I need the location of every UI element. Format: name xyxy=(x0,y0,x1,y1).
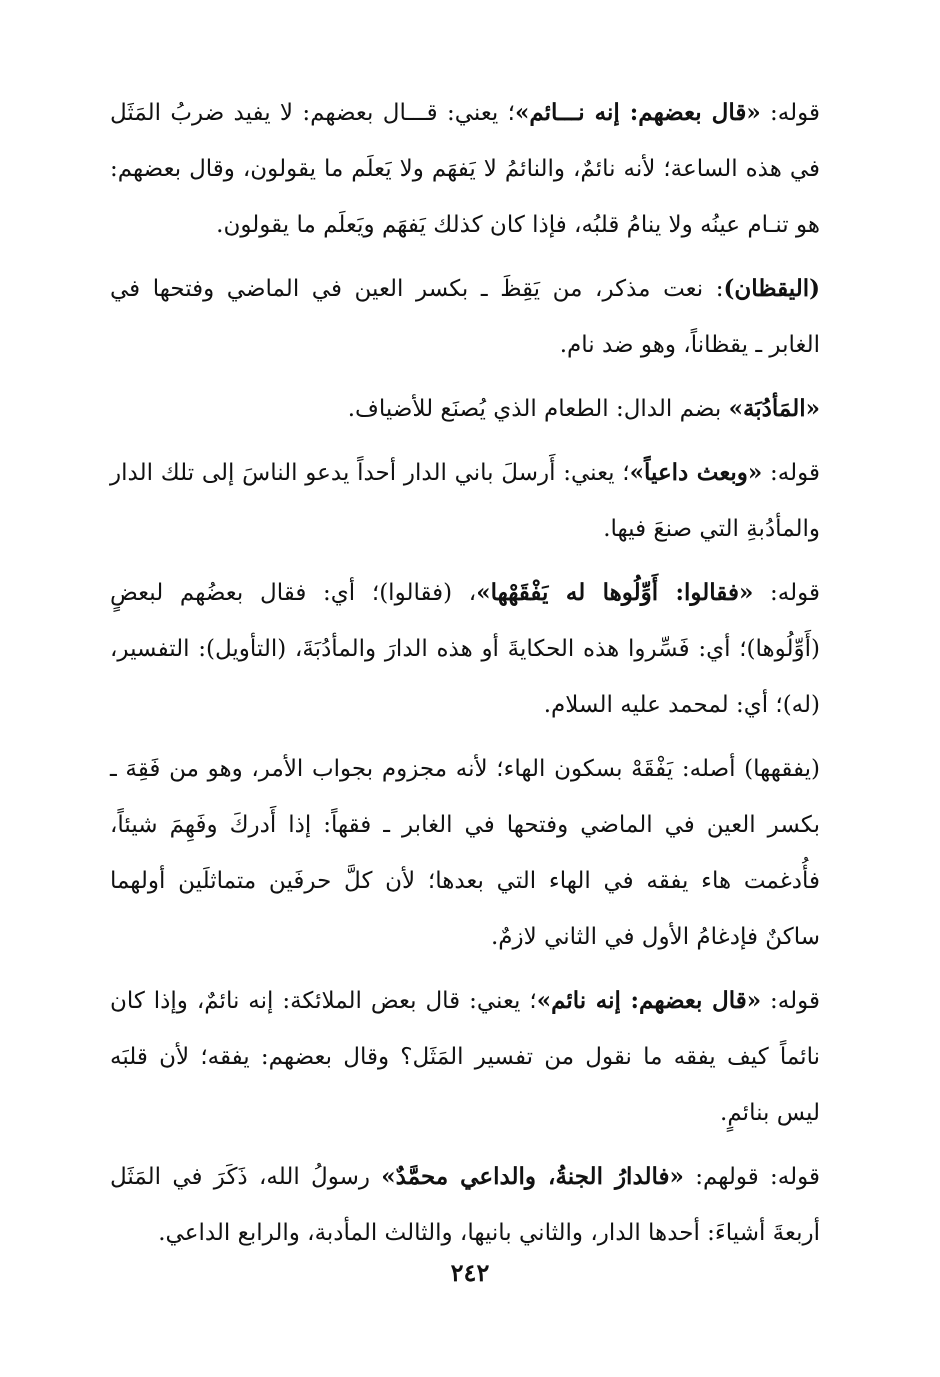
paragraph xyxy=(110,1149,820,1261)
quoted-term: «المَأدُبَة» xyxy=(728,395,820,422)
paragraph xyxy=(110,445,820,557)
paragraph-text: بضم الدال: الطعام الذي يُصنَع للأضياف. xyxy=(347,396,729,422)
paragraph-text: قوله: xyxy=(753,580,820,606)
paragraph-text: ، (فقالوا)؛ أي: فقال بعضُهم لبعضٍ (أَوِّلُوها)؛ أي: فَسِّروا هذه الحكايةَ أو هذه الدارَ والمأدُبَةَ، (التأويل): التفسير، (له)؛ أي: لمحمد عليه السلام. xyxy=(110,580,820,718)
paragraph xyxy=(110,381,820,437)
paragraph-text: : نعت مذكر، من يَقِظَ ـ بكسر العين في الماضي وفتحها في الغابر ـ يقظاناً، وهو ضد نام. xyxy=(110,276,820,358)
paragraph-text: قوله: xyxy=(761,988,820,1014)
paragraph xyxy=(110,85,820,253)
paragraph-text: ؛ يعني: قـــال بعضهم: لا يفيد ضربُ المَثَل في هذه الساعة؛ لأنه نائمٌ، والنائمُ لا يَفهَم ولا يَعلَم ما يقولون، وقال بعضهم: هو تنـام عينُه ولا ينامُ قلبُه، فإذا كان كذلك يَفهَم ويَعلَم ما يقولون. xyxy=(110,100,820,238)
quoted-term: «قال بعضهم: إنه نائم» xyxy=(536,987,762,1014)
paragraph xyxy=(110,261,820,373)
quoted-term: «فالدارُ الجنةُ، والداعي محمَّدٌ» xyxy=(381,1163,684,1190)
paragraph-text: ؛ يعني: أَرسلَ باني الدار أحداً يدعو الناسَ إلى تلك الدار والمأدُبةِ التي صنعَ فيها. xyxy=(110,460,820,542)
paragraph-text: (يفقهها) أصله: يَفْقَهْ بسكون الهاء؛ لأنه مجزوم بجواب الأمر، وهو من فَقِهَ ـ بكسر العين في الماضي وفتحها في الغابر ـ فقهاً: إذا أَدركَ وفَهِمَ شيئاً، فأُدغمت هاء يفقه في الهاء التي بعدها؛ لأن كلَّ حرفَين متماثلَين أولهما ساكنٌ فإدغامُ الأول في الثاني لازمٌ. xyxy=(110,756,820,950)
paragraph-text: قوله: قولهم: xyxy=(683,1164,820,1190)
quoted-term: «فقالوا: أَوِّلُوها له يَفْقَهْها» xyxy=(476,579,754,606)
page-text xyxy=(110,85,820,1269)
paragraph-text: قوله: xyxy=(760,100,820,126)
paragraph xyxy=(110,565,820,733)
paragraph-text: قوله: xyxy=(762,460,820,486)
paragraph-text: رسولُ الله، ذَكَرَ في المَثَل أربعةَ أشياءَ: أحدها الدار، والثاني بانيها، والثالث المأدبة، والرابع الداعي. xyxy=(110,1164,820,1246)
paragraph xyxy=(110,741,820,965)
paragraph xyxy=(110,973,820,1141)
quoted-term: (اليقظان) xyxy=(723,275,820,302)
quoted-term: «وبعث داعياً» xyxy=(629,459,763,486)
paragraph-text: ؛ يعني: قال بعض الملائكة: إنه نائمٌ، وإذا كان نائماً كيف يفقه ما نقول من تفسير المَثَل؟ وقال بعضهم: يفقه؛ لأن قلبَه ليس بنائمٍ. xyxy=(110,988,820,1126)
page-number: ٢٤٢ xyxy=(450,1258,490,1287)
quoted-term: «قال بعضهم: إنه نـــائم» xyxy=(514,99,761,126)
